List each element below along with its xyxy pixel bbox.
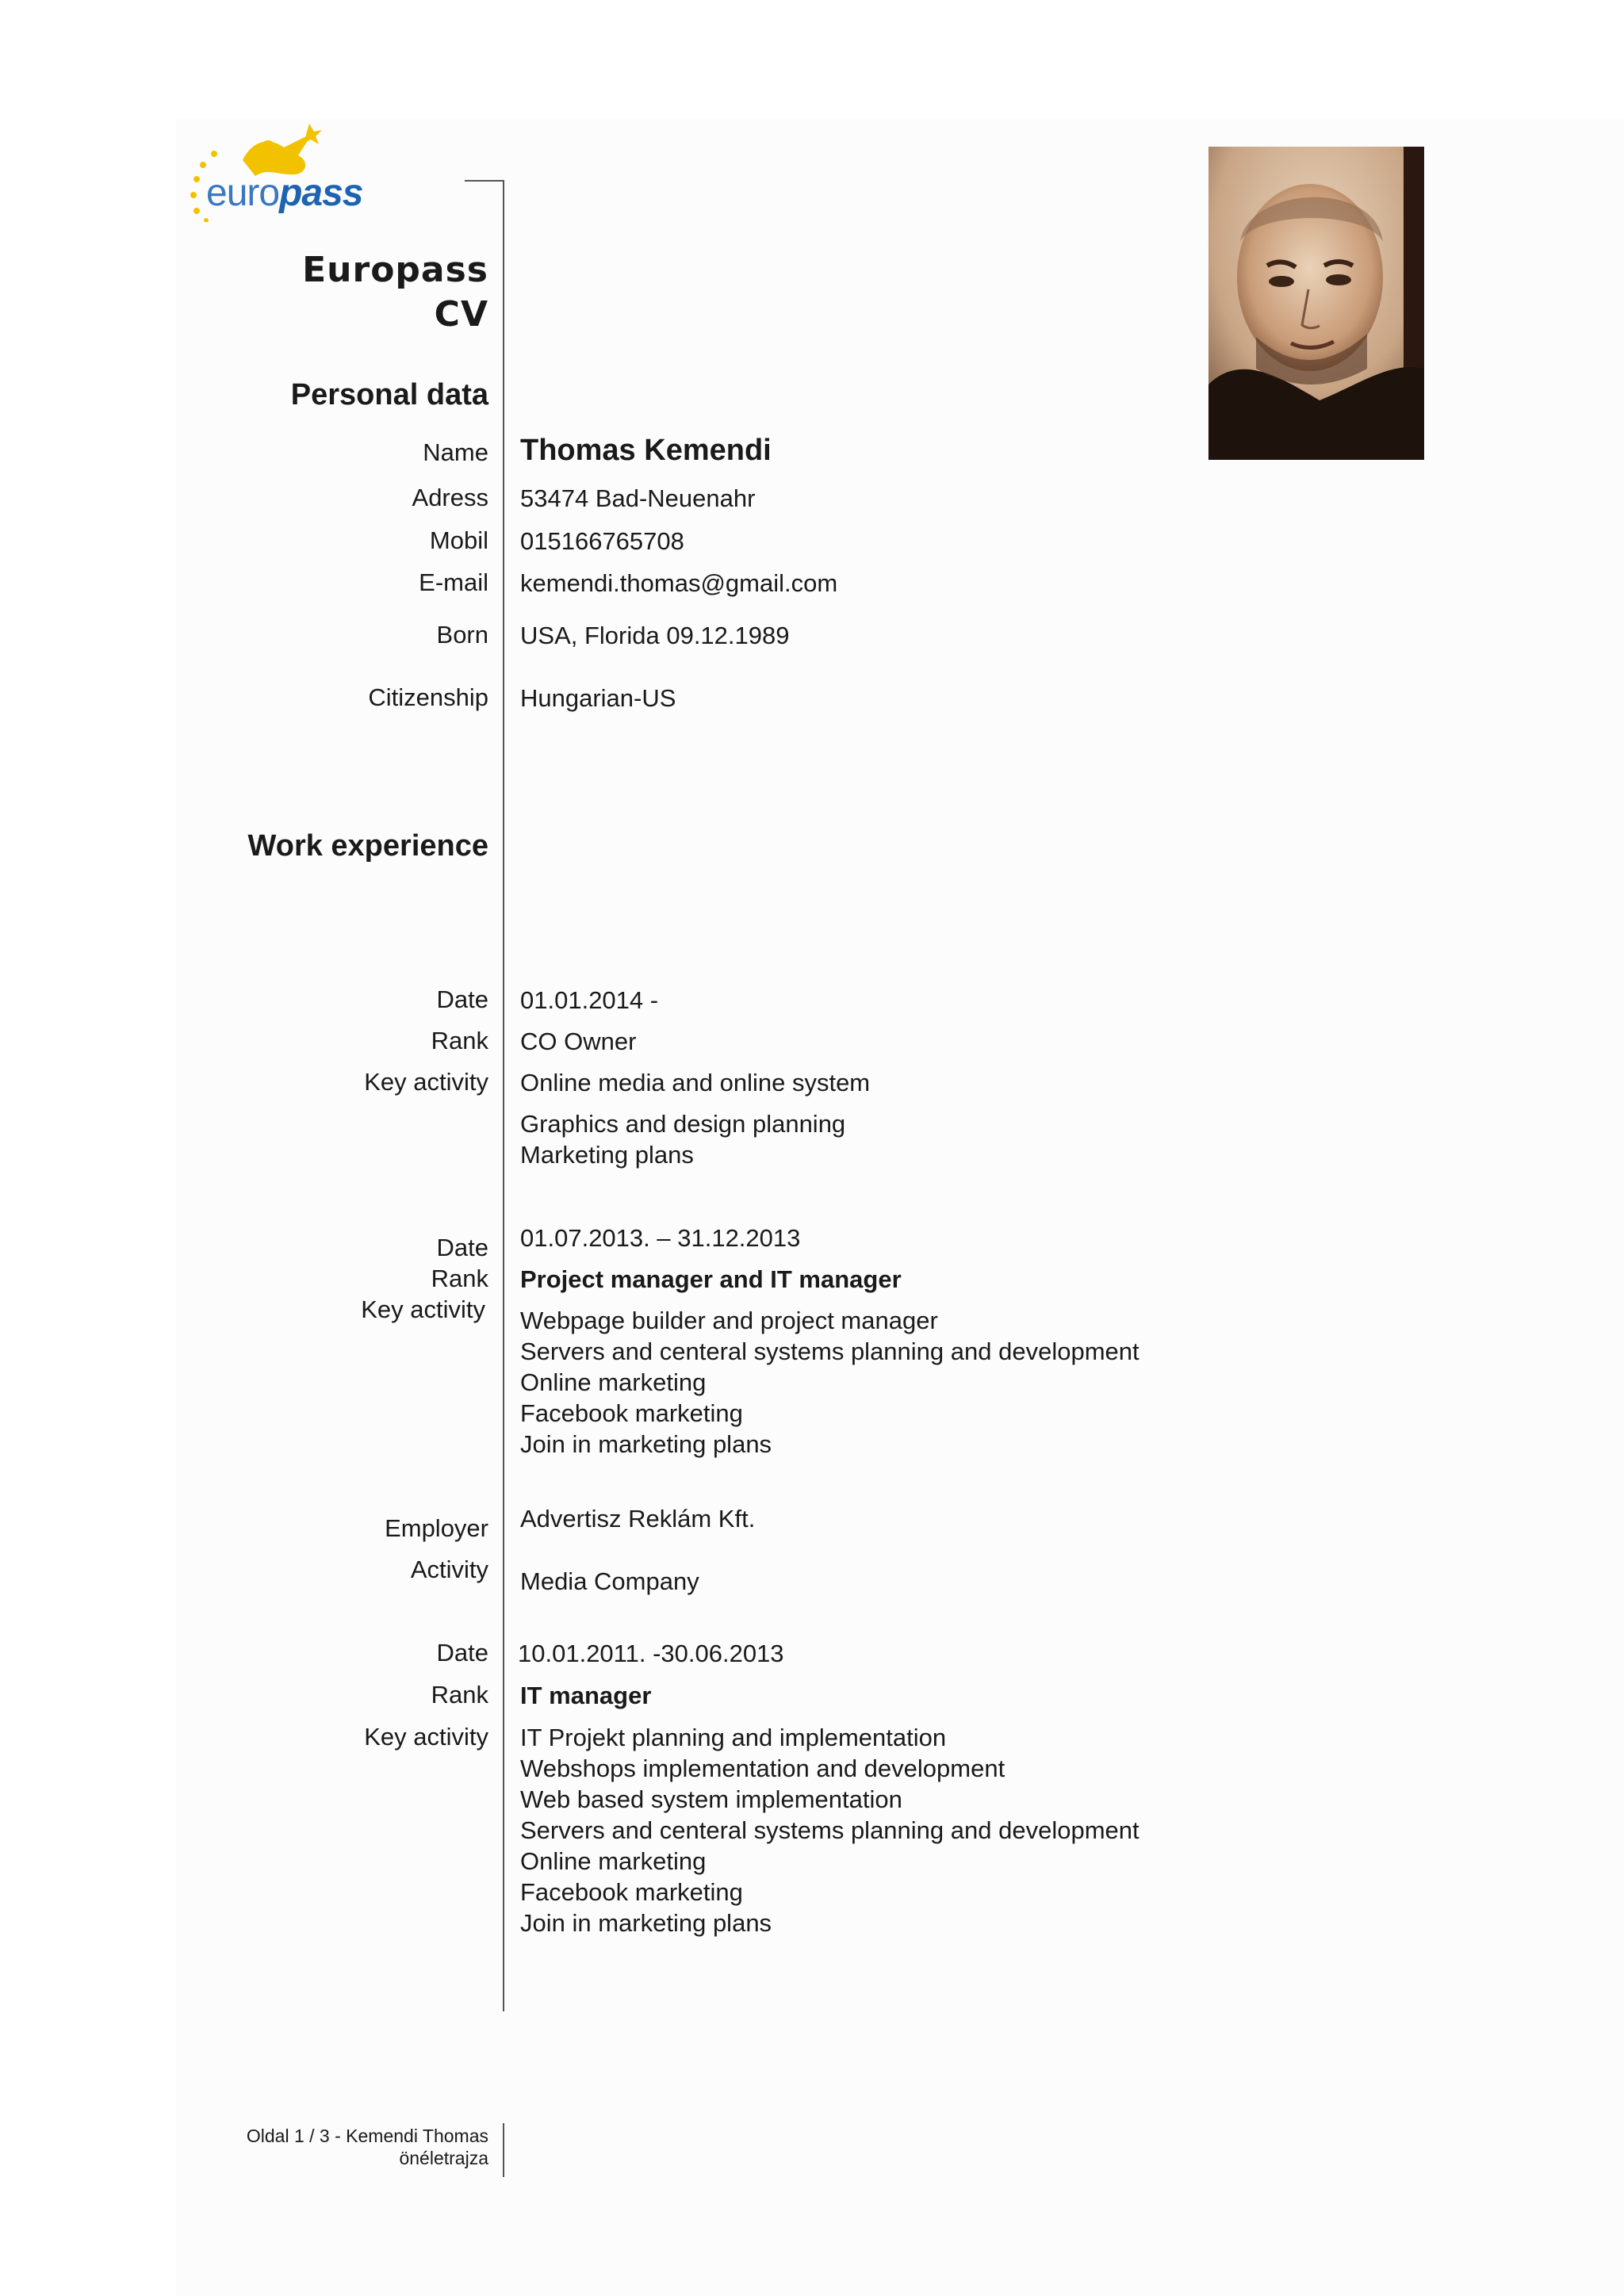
title-line-1: Europass: [302, 250, 488, 290]
footer-line-2: önéletrajza: [399, 2148, 488, 2168]
job3-activity-label: Key activity: [364, 1723, 488, 1751]
job2-date-label: Date: [436, 1234, 488, 1261]
job1-date-label: Date: [436, 985, 488, 1013]
job2-employer-label: Employer: [385, 1514, 488, 1542]
footer-line-1: Oldal 1 / 3 - Kemendi Thomas: [246, 2126, 488, 2146]
job2-employer-value: Advertisz Reklám Kft.: [520, 1505, 756, 1533]
job2-rank-label: Rank: [431, 1265, 488, 1292]
address-label: Adress: [412, 484, 488, 511]
footer-divider: [503, 2123, 504, 2177]
job2-activity-label: Key activity: [361, 1295, 485, 1323]
job1-activity-list: [520, 1108, 845, 1170]
list-item: Web based system implementation: [520, 1785, 902, 1813]
list-item: Join in marketing plans: [520, 1909, 772, 1937]
job1-activity-label: Key activity: [364, 1068, 488, 1096]
europass-logo-text: europass: [206, 172, 363, 214]
list-item: Facebook marketing: [520, 1399, 743, 1427]
list-item: Join in marketing plans: [520, 1430, 772, 1458]
email-value[interactable]: kemendi.thomas@gmail.com: [520, 569, 838, 597]
email-label: E-mail: [419, 568, 488, 596]
list-item: Online marketing: [520, 1368, 707, 1396]
job2-sector-value: Media Company: [520, 1567, 699, 1595]
column-divider: [503, 180, 504, 2011]
job3-rank-label: Rank: [431, 1681, 488, 1709]
job3-date-value: 10.01.2011. -30.06.2013: [518, 1640, 784, 1667]
personal-data-heading: Personal data: [290, 378, 488, 411]
list-item: Facebook marketing: [520, 1878, 743, 1906]
list-item: Online marketing: [520, 1847, 707, 1875]
citizenship-label: Citizenship: [368, 683, 488, 711]
page-footer: [247, 2125, 488, 2169]
divider-top-tick: [465, 180, 504, 182]
job1-rank-label: Rank: [431, 1027, 488, 1054]
title-line-2: CV: [434, 294, 488, 335]
list-item: Graphics and design planning: [520, 1110, 846, 1138]
europass-logo: [179, 119, 370, 222]
job2-date-value: 01.07.2013. – 31.12.2013: [520, 1224, 801, 1252]
list-item: Servers and centeral systems planning and development: [520, 1337, 1139, 1365]
list-item: Webshops implementation and development: [520, 1755, 1005, 1782]
list-item: Webpage builder and project manager: [520, 1307, 938, 1334]
job1-date-value: 01.01.2014 -: [520, 986, 659, 1014]
job1-activity-value: Online media and online system: [520, 1069, 871, 1096]
born-label: Born: [436, 621, 488, 649]
list-item: IT Projekt planning and implementation: [520, 1724, 947, 1751]
profile-photo: [1208, 147, 1424, 460]
mobile-value: 015166765708: [520, 527, 684, 555]
born-value: USA, Florida 09.12.1989: [520, 622, 790, 649]
mobile-label: Mobil: [429, 526, 488, 554]
job2-sector-label: Activity: [410, 1556, 488, 1583]
address-value: 53474 Bad-Neuenahr: [520, 484, 756, 512]
job3-date-label: Date: [436, 1639, 488, 1667]
citizenship-value: Hungarian-US: [520, 684, 676, 712]
job2-activity-list: [520, 1305, 1139, 1460]
job3-rank-value: IT manager: [520, 1682, 652, 1709]
document-title: [302, 248, 488, 337]
list-item: Marketing plans: [520, 1141, 694, 1169]
name-value: Thomas Kemendi: [520, 434, 772, 467]
work-experience-heading: Work experience: [247, 829, 488, 863]
list-item: Servers and centeral systems planning and development: [520, 1816, 1139, 1844]
portrait-image: [1208, 147, 1424, 460]
job3-activity-list: [520, 1722, 1139, 1938]
job2-rank-value: Project manager and IT manager: [520, 1265, 902, 1293]
job1-rank-value: CO Owner: [520, 1027, 637, 1055]
name-label: Name: [423, 438, 488, 466]
